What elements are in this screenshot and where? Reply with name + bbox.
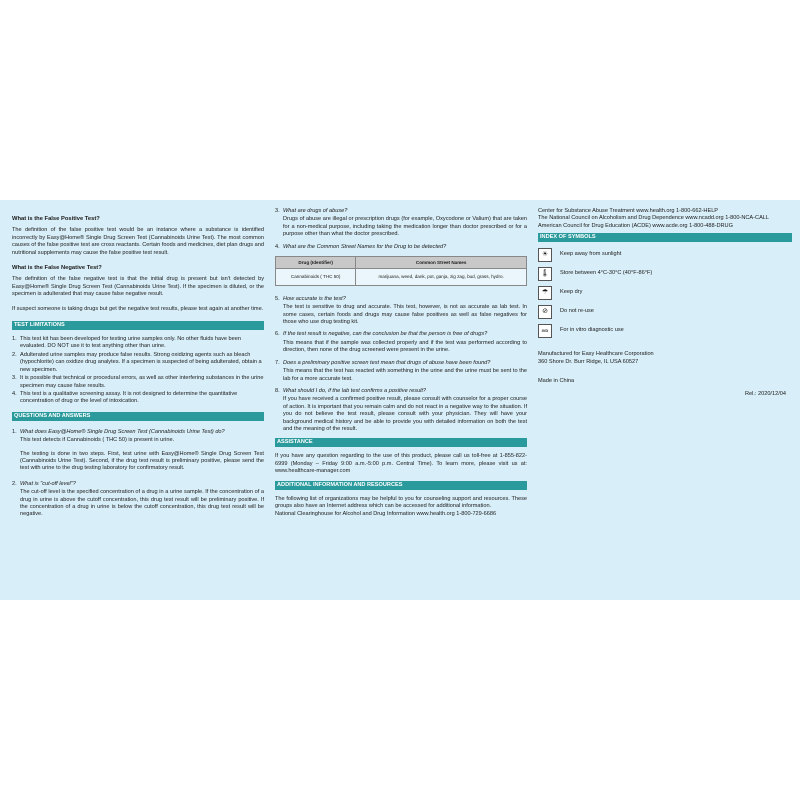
table-cell: marijuana, weed, dank, pot, ganja, zig zag, bud, grass, hydro. bbox=[356, 269, 527, 285]
limitations-list bbox=[12, 336, 264, 406]
false-positive-text: The definition of the false positive test would be an instance where a substance is identified incorrectly by Easy@Home® Single Drug Screen Test (Cannabinoids Urine Test). The most common causes of the false positive test are cross reactants. Certain foods and medicines, diet plan drugs and nutritional supplements may cause the false positive test result. bbox=[12, 227, 264, 256]
umbrella-icon: ☂ bbox=[538, 286, 552, 300]
leaflet-panel bbox=[0, 200, 800, 600]
table-header: Common Street Names bbox=[356, 257, 527, 269]
answer-1a: This test detects if Cannabinoids ( THC 50) is present in urine. bbox=[20, 437, 175, 444]
question-7: 7. Does a preliminary positive screen test mean that drugs of abuse have been found? bbox=[275, 359, 491, 366]
answer-6: This means that if the sample was collected properly and if the test was performed according to direction, then none of the drug screened were present in the urine. bbox=[283, 339, 527, 354]
answer-1b: The testing is done in two steps. First, test urine with Easy@Home® Single Drug Screen Test (Cannabinoids Urine Test). Second, if the drug test result is preliminary positive, please send the test with urine to the drug testing laboratory for confirmatory result. bbox=[20, 450, 264, 472]
no-reuse-icon: ⊘ bbox=[538, 305, 552, 319]
answer-3: Drugs of abuse are illegal or prescription drugs (for example, Oxycodone or Valium) that are taken for a non-medical purpose, including taking the medication longer than doctor prescribed or for a purpose other than what the doctor prescribed. bbox=[283, 216, 527, 238]
answer-7: This means that the test has reacted with something in the urine and the urine must be sent to the lab for a more accurate test. bbox=[283, 368, 527, 382]
table-header: Drug (Identifier) bbox=[276, 257, 356, 269]
question-4: 4. What are the Common Street Names for the Drug to be detected? bbox=[275, 243, 447, 250]
ivd-icon: IVD bbox=[538, 324, 552, 338]
symbol-row bbox=[538, 248, 792, 261]
false-negative-text: The definition of the false negative test is that the initial drug is present but isn't detected by Easy@Home® Single Drug Screen Test (Cannabinoids Urine Test). If the specimen is diluted, or the specimen is adulterated that may cause false negative result. bbox=[12, 276, 264, 298]
manufacturer-address: 360 Shore Dr. Burr Ridge, IL USA 60527 bbox=[538, 358, 639, 365]
table-cell: Cannabinoids ( THC 50) bbox=[276, 269, 356, 285]
index-of-symbols-bar: INDEX OF SYMBOLS bbox=[538, 233, 792, 242]
symbol-row bbox=[538, 324, 792, 337]
thermometer-icon: 🌡 bbox=[538, 267, 552, 281]
symbol-row bbox=[538, 267, 792, 280]
symbol-row bbox=[538, 286, 792, 299]
table-header-row bbox=[276, 257, 527, 269]
symbol-label: For in vitro diagnostic use bbox=[560, 327, 624, 334]
symbol-label: Keep dry bbox=[560, 289, 583, 296]
question-6: 6. If the test result is negative, can the conclusion be that the person is free of drugs? bbox=[275, 331, 488, 338]
false-positive-heading: What is the False Positive Test? bbox=[12, 216, 100, 222]
list-item: 1. This test kit has been developed for testing urine samples only. No other fluids have been evaluated. DO NOT use it to test anything other than urine. bbox=[12, 336, 241, 350]
resource-line: National Clearinghouse for Alcohol and Drug Information www.health.org 1-800-729-6686 bbox=[275, 511, 497, 518]
resource-line: Center for Substance Abuse Treatment www.health.org 1-800-662-HELP bbox=[538, 208, 719, 214]
assistance-text: If you have any question regarding to the use of this product, please call us toll-free at 1-855-822-6999 (Monday – Friday 9:00 a.m.-5:00 p.m. Central Time). To learn more, please visit us at: www.healthcare-manager.com bbox=[275, 453, 527, 475]
column-middle bbox=[275, 208, 527, 519]
questions-answers-bar: QUESTIONS AND ANSWERS bbox=[12, 412, 264, 421]
list-item: 2. Adulterated urine samples may produce false results. Strong oxidizing agents such as bleach (hypochlorite) can oxidize drug analytes. If a specimen is suspected of being adulterated, obtain a new specimen. bbox=[12, 351, 262, 373]
additional-info-bar: ADDITIONAL INFORMATION AND RESOURCES bbox=[275, 481, 527, 490]
additional-info-text: The following list of organizations may be helpful to you for counseling support and resources. These groups also have an Internet address which can be accessed for additional information. bbox=[275, 495, 527, 509]
answer-8: If you have received a confirmed positive result, please consult with counselor for a proper course of action. It is important that you remain calm and do not react in a negative way to the situation. If you do not believe the test result, please consult with your physician. They will have your background medical history and be able to provide you with detailed information on both the test and the meaning of the result. bbox=[283, 396, 527, 432]
column-right bbox=[538, 208, 792, 399]
resource-line: The National Council on Alcoholism and Drug Dependence www.ncadd.org 1-800-NCA-CALL bbox=[538, 215, 770, 222]
made-in: Made in China bbox=[538, 378, 575, 385]
list-item: 3. It is possible that technical or procedural errors, as well as other interfering substances in the urine specimen may cause false results. bbox=[12, 375, 264, 389]
symbol-label: Store between 4°C-30°C (40°F-86°F) bbox=[560, 270, 653, 277]
table-row bbox=[276, 269, 527, 285]
column-left bbox=[12, 208, 264, 524]
answer-5: The test is sensitive to drug and accurate. This test, however, is not as accurate as lab test. In some cases, certain foods and drugs may cause false positives as well as false negatives for those who use drug testing kit. bbox=[283, 304, 527, 326]
question-2: 2. What is "cut-off level"? bbox=[12, 480, 76, 487]
suspect-text: If suspect someone is taking drugs but get the negative test results, please test again at another time. bbox=[12, 305, 264, 312]
test-limitations-bar: TEST LIMITATIONS bbox=[12, 321, 264, 330]
sun-icon: ☀ bbox=[538, 248, 552, 262]
question-1: 1. What does Easy@Home® Single Drug Screen Test (Cannabinoids Urine Test) do? bbox=[12, 428, 225, 435]
symbol-label: Keep away from sunlight bbox=[560, 251, 622, 258]
assistance-bar: ASSISTANCE bbox=[275, 438, 527, 447]
answer-2: The cut-off level is the specified concentration of a drug in a urine sample. If the concentration of a drug in urine is above the cutoff concentration, this drug test result will be preliminary positive. If the concentration of a drug in urine is below the cutoff concentration, this drug test result will be negative. bbox=[20, 489, 264, 518]
resource-line: American Council for Drug Education (ACDE) www.acde.org 1-800-488-DRUG bbox=[538, 222, 733, 229]
question-8: 8. What should I do, if the lab test confirms a positive result? bbox=[275, 387, 427, 394]
question-3: 3. What are drugs of abuse? bbox=[275, 208, 348, 214]
release-date: Rel.: 2020/12/04 bbox=[744, 391, 786, 398]
false-negative-heading: What is the False Negative Test? bbox=[12, 265, 102, 272]
street-names-table bbox=[275, 256, 527, 286]
manufacturer-line: Manufactured for Easy Healthcare Corporation bbox=[538, 351, 654, 358]
list-item: 4. This test is a qualitative screening assay. It is not designed to determine the quantitative concentration of drug or the level of intoxication. bbox=[12, 390, 238, 405]
question-5: 5. How accurate is the test? bbox=[275, 295, 346, 302]
symbol-row bbox=[538, 305, 792, 318]
symbol-label: Do not re-use bbox=[560, 308, 594, 315]
